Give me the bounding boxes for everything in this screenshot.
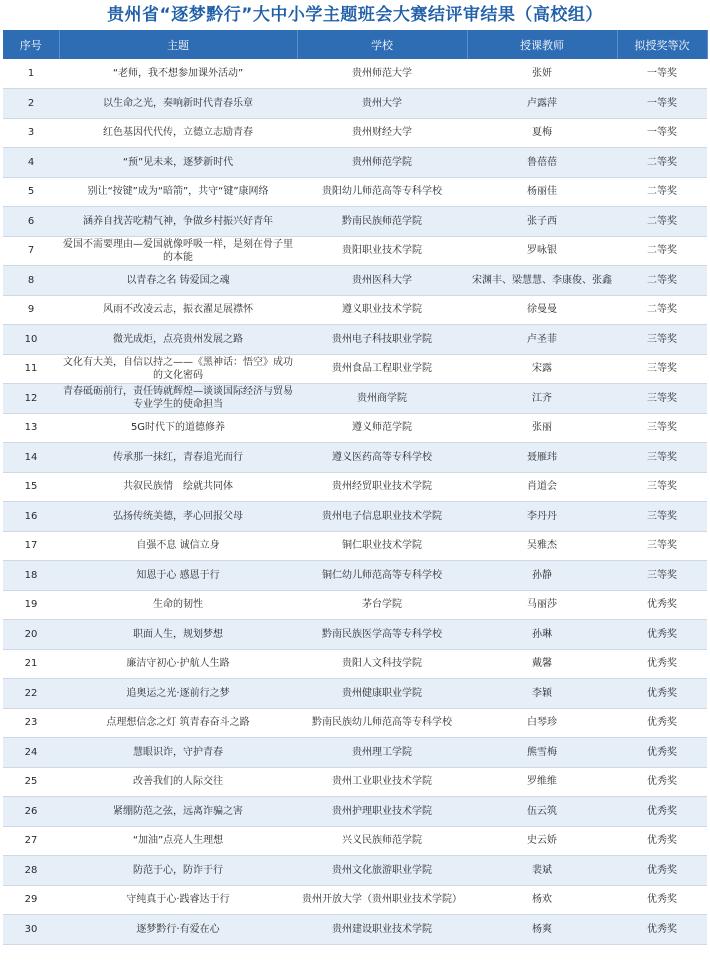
cell-school: 贵州师范学院 — [297, 148, 467, 178]
table-row — [3, 177, 707, 207]
cell-award: 优秀奖 — [617, 708, 707, 738]
cell-teacher: 裴斌 — [467, 856, 617, 886]
cell-no: 9 — [3, 295, 59, 325]
cell-award: 三等奖 — [617, 325, 707, 355]
cell-no: 24 — [3, 738, 59, 768]
cell-theme: 点理想信念之灯 筑青春奋斗之路 — [59, 708, 297, 738]
cell-no: 14 — [3, 443, 59, 473]
cell-no: 1 — [3, 59, 59, 89]
cell-teacher: 徐曼曼 — [467, 295, 617, 325]
cell-no: 6 — [3, 207, 59, 237]
results-table — [3, 30, 708, 945]
table-header-row — [3, 30, 707, 59]
cell-award: 三等奖 — [617, 561, 707, 591]
cell-school: 黔南民族师范学院 — [297, 207, 467, 237]
cell-theme: 职面人生，规划梦想 — [59, 620, 297, 650]
table-row — [3, 531, 707, 561]
cell-award: 三等奖 — [617, 472, 707, 502]
table-row — [3, 325, 707, 355]
cell-award: 二等奖 — [617, 148, 707, 178]
cell-award: 二等奖 — [617, 177, 707, 207]
header-teacher: 授课教师 — [467, 30, 617, 59]
cell-theme: 弘扬传统美德，孝心回报父母 — [59, 502, 297, 532]
table-row — [3, 59, 707, 89]
table-row — [3, 295, 707, 325]
cell-school: 贵州护理职业技术学院 — [297, 797, 467, 827]
cell-theme: 以青春之名 铸爱国之魂 — [59, 266, 297, 296]
cell-no: 23 — [3, 708, 59, 738]
table-row — [3, 620, 707, 650]
cell-no: 17 — [3, 531, 59, 561]
cell-school: 兴义民族师范学院 — [297, 826, 467, 856]
cell-theme: 共叙民族情 绘就共同体 — [59, 472, 297, 502]
cell-theme: 文化有大美，自信以持之——《黑神话：悟空》成功的文化密码 — [59, 354, 297, 384]
cell-teacher: 杨爽 — [467, 915, 617, 945]
table-row — [3, 649, 707, 679]
cell-no: 10 — [3, 325, 59, 355]
table-row — [3, 797, 707, 827]
cell-no: 16 — [3, 502, 59, 532]
cell-award: 三等奖 — [617, 443, 707, 473]
cell-theme: 知恩于心 感恩于行 — [59, 561, 297, 591]
table-row — [3, 148, 707, 178]
table-row — [3, 472, 707, 502]
cell-teacher: 宋渊丰、梁慧慧、李康俊、张鑫 — [467, 266, 617, 296]
table-row — [3, 885, 707, 915]
cell-school: 贵州医科大学 — [297, 266, 467, 296]
table-row — [3, 443, 707, 473]
cell-theme: 自强不息 诚信立身 — [59, 531, 297, 561]
table-row — [3, 856, 707, 886]
cell-teacher: 鲁蓓蓓 — [467, 148, 617, 178]
cell-teacher: 夏梅 — [467, 118, 617, 148]
cell-award: 三等奖 — [617, 502, 707, 532]
cell-no: 8 — [3, 266, 59, 296]
cell-award: 优秀奖 — [617, 620, 707, 650]
table-row — [3, 118, 707, 148]
cell-theme: 以生命之光，奏响新时代青春乐章 — [59, 89, 297, 119]
cell-teacher: 伍云筑 — [467, 797, 617, 827]
cell-theme: 改善我们的人际交往 — [59, 767, 297, 797]
cell-award: 一等奖 — [617, 118, 707, 148]
cell-teacher: 孙静 — [467, 561, 617, 591]
cell-theme: 守纯真于心·践睿达于行 — [59, 885, 297, 915]
cell-teacher: 杨欢 — [467, 885, 617, 915]
cell-theme: 追奥运之光·逐前行之梦 — [59, 679, 297, 709]
table-row — [3, 738, 707, 768]
cell-school: 遵义医药高等专科学校 — [297, 443, 467, 473]
cell-teacher: 江齐 — [467, 384, 617, 414]
cell-theme: 5G时代下的道德修养 — [59, 413, 297, 443]
cell-no: 28 — [3, 856, 59, 886]
cell-school: 贵州师范大学 — [297, 59, 467, 89]
cell-school: 贵州开放大学（贵州职业技术学院） — [297, 885, 467, 915]
cell-theme: 微光成炬，点亮贵州发展之路 — [59, 325, 297, 355]
cell-theme: 涵养自找苦吃精气神，争做乡村振兴好青年 — [59, 207, 297, 237]
cell-teacher: 聂雁玮 — [467, 443, 617, 473]
cell-teacher: 张子西 — [467, 207, 617, 237]
cell-award: 一等奖 — [617, 59, 707, 89]
table-row — [3, 502, 707, 532]
cell-theme: 廉洁守初心·护航人生路 — [59, 649, 297, 679]
cell-theme: 防范于心，防诈于行 — [59, 856, 297, 886]
cell-teacher: 李颖 — [467, 679, 617, 709]
cell-teacher: 卢露萍 — [467, 89, 617, 119]
cell-award: 三等奖 — [617, 531, 707, 561]
cell-school: 黔南民族医学高等专科学校 — [297, 620, 467, 650]
cell-award: 二等奖 — [617, 266, 707, 296]
table-row — [3, 915, 707, 945]
header-no: 序号 — [3, 30, 59, 59]
cell-theme: 别让“按键”成为“暗箭”，共守“键”康网络 — [59, 177, 297, 207]
cell-theme: “预”见未来，逐梦新时代 — [59, 148, 297, 178]
cell-no: 12 — [3, 384, 59, 414]
cell-no: 15 — [3, 472, 59, 502]
cell-award: 三等奖 — [617, 354, 707, 384]
cell-theme: “加油”点亮人生理想 — [59, 826, 297, 856]
cell-school: 茅台学院 — [297, 590, 467, 620]
cell-school: 贵州健康职业学院 — [297, 679, 467, 709]
cell-theme: 慧眼识诈，守护青春 — [59, 738, 297, 768]
table-row — [3, 679, 707, 709]
cell-school: 贵州理工学院 — [297, 738, 467, 768]
cell-teacher: 李丹丹 — [467, 502, 617, 532]
cell-teacher: 肖道会 — [467, 472, 617, 502]
cell-school: 贵州商学院 — [297, 384, 467, 414]
cell-no: 29 — [3, 885, 59, 915]
cell-school: 铜仁幼儿师范高等专科学校 — [297, 561, 467, 591]
cell-school: 遵义职业技术学院 — [297, 295, 467, 325]
cell-no: 21 — [3, 649, 59, 679]
cell-theme: 风雨不改凌云志，振衣濯足展襟怀 — [59, 295, 297, 325]
table-row — [3, 590, 707, 620]
cell-award: 二等奖 — [617, 236, 707, 266]
cell-no: 3 — [3, 118, 59, 148]
header-award: 拟授奖等次 — [617, 30, 707, 59]
cell-no: 2 — [3, 89, 59, 119]
cell-school: 贵阳职业技术学院 — [297, 236, 467, 266]
cell-school: 贵阳幼儿师范高等专科学校 — [297, 177, 467, 207]
cell-teacher: 杨丽佳 — [467, 177, 617, 207]
cell-school: 贵州大学 — [297, 89, 467, 119]
cell-school: 遵义师范学院 — [297, 413, 467, 443]
cell-school: 贵州电子信息职业技术学院 — [297, 502, 467, 532]
cell-no: 13 — [3, 413, 59, 443]
cell-award: 二等奖 — [617, 207, 707, 237]
cell-award: 优秀奖 — [617, 797, 707, 827]
cell-theme: 紧绷防范之弦，远离诈骗之害 — [59, 797, 297, 827]
cell-no: 18 — [3, 561, 59, 591]
cell-school: 贵州文化旅游职业学院 — [297, 856, 467, 886]
cell-award: 优秀奖 — [617, 885, 707, 915]
table-row — [3, 413, 707, 443]
cell-theme: 逐梦黔行·有爱在心 — [59, 915, 297, 945]
cell-teacher: 戴馨 — [467, 649, 617, 679]
cell-school: 贵州电子科技职业学院 — [297, 325, 467, 355]
cell-no: 7 — [3, 236, 59, 266]
cell-no: 20 — [3, 620, 59, 650]
cell-award: 二等奖 — [617, 295, 707, 325]
cell-theme: 爱国不需要理由—爱国就像呼吸一样，是刻在骨子里的本能 — [59, 236, 297, 266]
table-row — [3, 767, 707, 797]
cell-school: 贵州食品工程职业学院 — [297, 354, 467, 384]
cell-no: 11 — [3, 354, 59, 384]
cell-theme: 传承那一抹红，青春追光而行 — [59, 443, 297, 473]
table-row — [3, 207, 707, 237]
table-row — [3, 384, 707, 414]
cell-teacher: 白琴珍 — [467, 708, 617, 738]
table-row — [3, 708, 707, 738]
cell-school: 贵州建设职业技术学院 — [297, 915, 467, 945]
table-row — [3, 236, 707, 266]
cell-award: 三等奖 — [617, 384, 707, 414]
cell-award: 优秀奖 — [617, 679, 707, 709]
cell-theme: 生命的韧性 — [59, 590, 297, 620]
cell-school: 黔南民族幼儿师范高等专科学校 — [297, 708, 467, 738]
table-row — [3, 826, 707, 856]
cell-teacher: 罗维维 — [467, 767, 617, 797]
cell-teacher: 张妍 — [467, 59, 617, 89]
cell-award: 优秀奖 — [617, 915, 707, 945]
cell-teacher: 孙琳 — [467, 620, 617, 650]
cell-school: 贵州财经大学 — [297, 118, 467, 148]
cell-teacher: 马丽莎 — [467, 590, 617, 620]
cell-award: 优秀奖 — [617, 856, 707, 886]
cell-theme: 红色基因代代传，立德立志励青春 — [59, 118, 297, 148]
page-title: 贵州省“逐梦黔行”大中小学主题班会大赛结评审结果（高校组） — [107, 5, 603, 25]
cell-no: 4 — [3, 148, 59, 178]
table-row — [3, 354, 707, 384]
cell-award: 优秀奖 — [617, 590, 707, 620]
cell-teacher: 吴雅杰 — [467, 531, 617, 561]
cell-no: 26 — [3, 797, 59, 827]
table-row — [3, 89, 707, 119]
cell-teacher: 罗咏银 — [467, 236, 617, 266]
cell-school: 贵州工业职业技术学院 — [297, 767, 467, 797]
cell-award: 优秀奖 — [617, 738, 707, 768]
cell-no: 5 — [3, 177, 59, 207]
cell-award: 优秀奖 — [617, 649, 707, 679]
cell-teacher: 宋露 — [467, 354, 617, 384]
cell-no: 22 — [3, 679, 59, 709]
cell-award: 优秀奖 — [617, 767, 707, 797]
cell-teacher: 卢圣菲 — [467, 325, 617, 355]
cell-award: 一等奖 — [617, 89, 707, 119]
cell-no: 19 — [3, 590, 59, 620]
cell-school: 铜仁职业技术学院 — [297, 531, 467, 561]
cell-theme: “老师，我不想参加课外活动” — [59, 59, 297, 89]
cell-school: 贵阳人文科技学院 — [297, 649, 467, 679]
cell-theme: 青春砥砺前行，责任铸就辉煌—谈谈国际经济与贸易专业学生的使命担当 — [59, 384, 297, 414]
table-body — [3, 59, 707, 944]
cell-no: 30 — [3, 915, 59, 945]
cell-teacher: 史云娇 — [467, 826, 617, 856]
cell-teacher: 熊雪梅 — [467, 738, 617, 768]
cell-school: 贵州经贸职业技术学院 — [297, 472, 467, 502]
table-row — [3, 561, 707, 591]
cell-no: 27 — [3, 826, 59, 856]
header-school: 学校 — [297, 30, 467, 59]
cell-award: 三等奖 — [617, 413, 707, 443]
header-theme: 主题 — [59, 30, 297, 59]
cell-no: 25 — [3, 767, 59, 797]
cell-teacher: 张丽 — [467, 413, 617, 443]
table-row — [3, 266, 707, 296]
cell-award: 优秀奖 — [617, 826, 707, 856]
